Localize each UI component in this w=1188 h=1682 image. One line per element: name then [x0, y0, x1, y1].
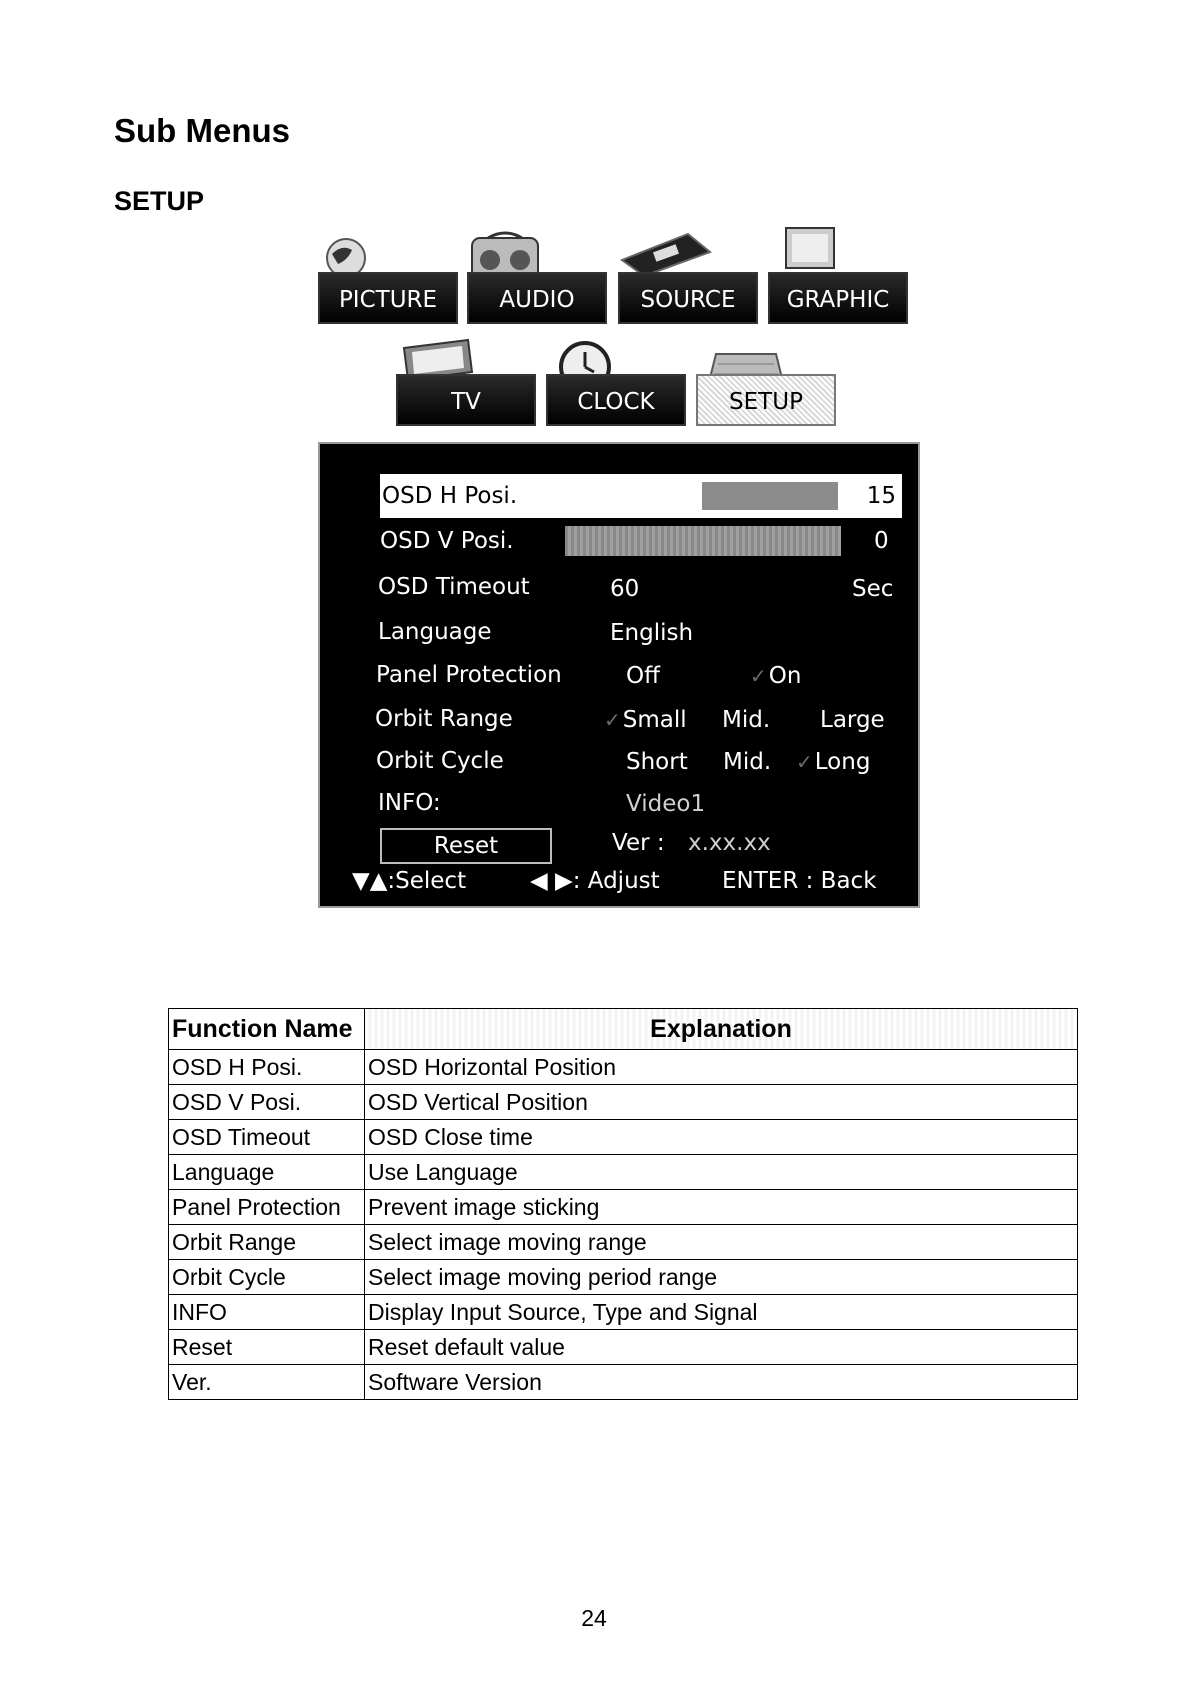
osd-timeout-label: OSD Timeout: [378, 574, 530, 600]
explanation-cell: Software Version: [365, 1365, 1078, 1400]
table-row: [169, 1330, 1078, 1365]
osd-timeout-unit: Sec: [852, 576, 894, 602]
panel-protection-on-label: On: [768, 663, 802, 689]
table-row: [169, 1260, 1078, 1295]
footer-adjust-text: : Adjust: [572, 868, 660, 894]
orbit-range-label: Orbit Range: [375, 706, 513, 732]
table-row: [169, 1155, 1078, 1190]
orbit-cycle-long-label: Long: [814, 749, 871, 775]
explanation-cell: Reset default value: [365, 1330, 1078, 1365]
orbit-range-small-label: Small: [622, 707, 687, 733]
orbit-range-mid[interactable]: Mid.: [722, 707, 771, 733]
explanation-cell: Select image moving period range: [365, 1260, 1078, 1295]
left-right-arrows-icon: ◀ ▶: [530, 868, 573, 894]
function-name-cell: Orbit Range: [169, 1225, 365, 1260]
language-label: Language: [378, 619, 492, 645]
explanation-cell: Select image moving range: [365, 1225, 1078, 1260]
header-function-name: Function Name: [169, 1009, 365, 1050]
osd-h-posi-slider[interactable]: [702, 482, 838, 510]
function-name-cell: OSD Timeout: [169, 1120, 365, 1155]
header-explanation: Explanation: [365, 1009, 1078, 1050]
osd-v-posi-label: OSD V Posi.: [380, 528, 514, 554]
osd-h-posi-value: 15: [866, 483, 896, 509]
footer-select-text: :Select: [387, 868, 467, 894]
function-name-cell: Orbit Cycle: [169, 1260, 365, 1295]
osd-h-posi-row[interactable]: [380, 474, 902, 518]
tab-source[interactable]: SOURCE: [618, 272, 758, 324]
page-title: Sub Menus: [114, 112, 291, 149]
footer-back-hint: ENTER : Back: [722, 868, 877, 894]
info-label: INFO:: [378, 790, 441, 816]
orbit-cycle-mid[interactable]: Mid.: [723, 749, 772, 775]
explanation-cell: Prevent image sticking: [365, 1190, 1078, 1225]
reset-button[interactable]: Reset: [380, 828, 552, 864]
explanation-cell: OSD Horizontal Position: [365, 1050, 1078, 1085]
function-name-cell: Ver.: [169, 1365, 365, 1400]
table-row: [169, 1190, 1078, 1225]
orbit-cycle-short[interactable]: Short: [626, 749, 688, 775]
tab-setup[interactable]: SETUP: [696, 374, 836, 426]
section-title: SETUP: [114, 186, 205, 216]
function-name-cell: INFO: [169, 1295, 365, 1330]
tab-tv[interactable]: TV: [396, 374, 536, 426]
table-row: [169, 1085, 1078, 1120]
source-cassette-icon: [618, 230, 714, 278]
tab-picture[interactable]: PICTURE: [318, 272, 458, 324]
orbit-cycle-long[interactable]: [796, 749, 870, 775]
graphic-monitor-icon: [784, 226, 840, 276]
function-name-cell: OSD V Posi.: [169, 1085, 365, 1120]
panel-protection-on[interactable]: [750, 663, 801, 689]
osd-v-posi-value: 0: [874, 528, 889, 554]
orbit-range-small[interactable]: [604, 707, 687, 733]
orbit-range-large[interactable]: Large: [820, 707, 885, 733]
panel-protection-label: Panel Protection: [376, 662, 562, 688]
footer-select-hint: [352, 868, 466, 894]
table-row: [169, 1050, 1078, 1085]
tab-audio[interactable]: AUDIO: [467, 272, 607, 324]
footer-adjust-hint: [530, 868, 660, 894]
table-header-row: [169, 1009, 1078, 1050]
version-value: x.xx.xx: [688, 830, 771, 856]
orbit-cycle-label: Orbit Cycle: [376, 748, 504, 774]
table-row: [169, 1365, 1078, 1400]
language-value[interactable]: English: [610, 620, 694, 646]
page-number: 24: [581, 1605, 607, 1631]
tab-clock[interactable]: CLOCK: [546, 374, 686, 426]
table-row: [169, 1225, 1078, 1260]
function-table: [168, 1008, 1078, 1400]
osd-v-posi-slider[interactable]: [565, 526, 841, 556]
version-label: Ver :: [612, 830, 665, 856]
explanation-cell: OSD Vertical Position: [365, 1085, 1078, 1120]
function-name-cell: OSD H Posi.: [169, 1050, 365, 1085]
explanation-cell: OSD Close time: [365, 1120, 1078, 1155]
osd-h-posi-label: OSD H Posi.: [382, 483, 518, 509]
explanation-cell: Use Language: [365, 1155, 1078, 1190]
down-up-arrows-icon: ▼▲: [352, 868, 388, 894]
function-name-cell: Panel Protection: [169, 1190, 365, 1225]
osd-timeout-value[interactable]: 60: [610, 576, 640, 602]
function-name-cell: Reset: [169, 1330, 365, 1365]
table-row: [169, 1295, 1078, 1330]
explanation-cell: Display Input Source, Type and Signal: [365, 1295, 1078, 1330]
function-name-cell: Language: [169, 1155, 365, 1190]
tab-graphic[interactable]: GRAPHIC: [768, 272, 908, 324]
osd-setup-panel: [318, 442, 920, 908]
panel-protection-off[interactable]: Off: [626, 663, 660, 689]
table-row: [169, 1120, 1078, 1155]
info-value: Video1: [626, 791, 706, 817]
